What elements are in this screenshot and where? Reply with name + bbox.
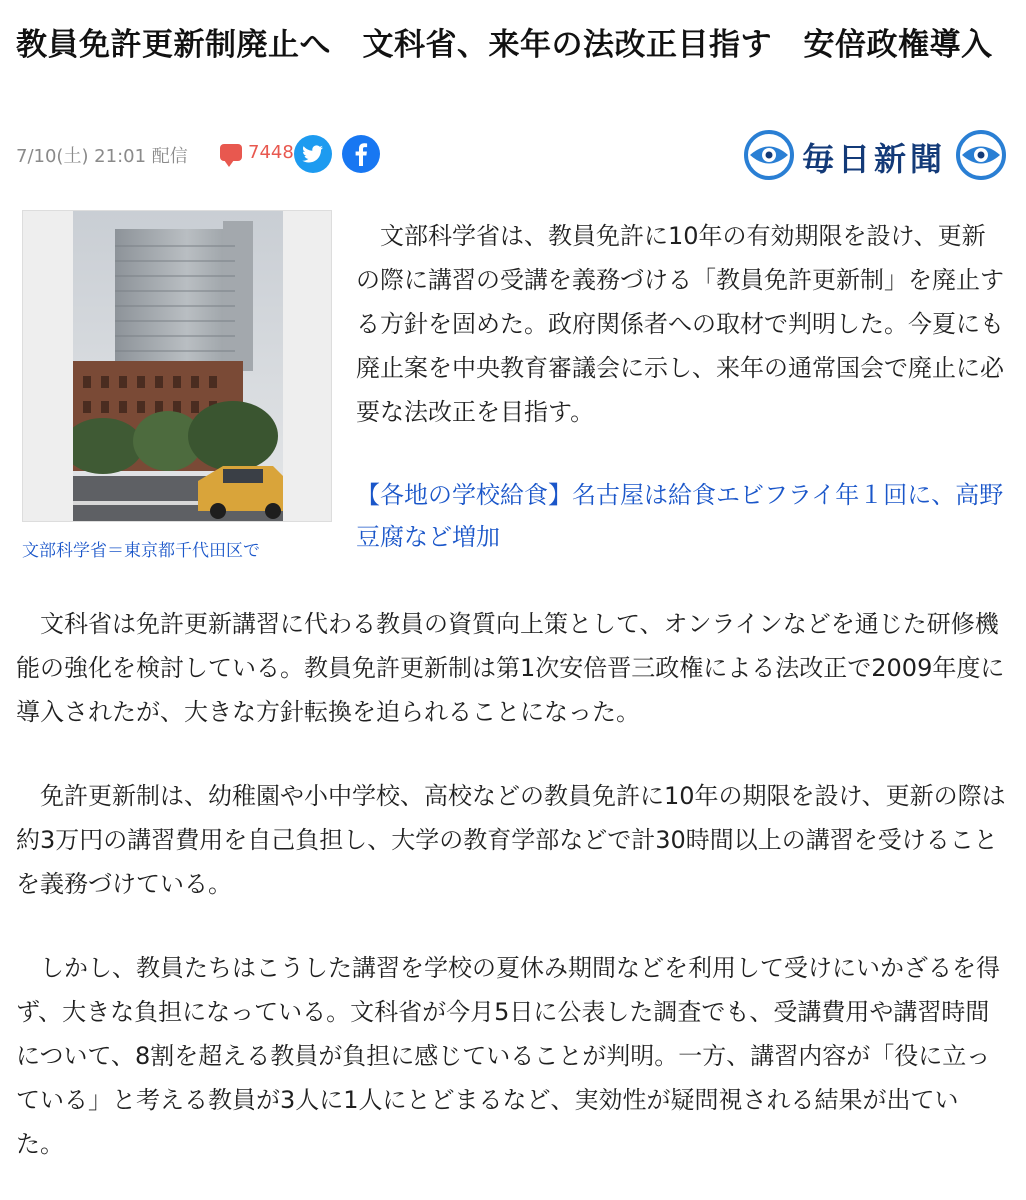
article-paragraph: 免許更新制は、幼稚園や小中学校、高校などの教員免許に10年の期限を設け、更新の際は約3万円の講習費用を自己負担し、大学の教育学部などで計30時間以上の講習を受けることを義務づけている。	[16, 782, 1006, 898]
comment-count: 7448	[248, 142, 294, 163]
article-headline: 教員免許更新制廃止へ 文科省、来年の法改正目指す 安倍政権導入	[16, 27, 993, 63]
related-article-link[interactable]: 【各地の学校給食】名古屋は給食エビフライ年１回に、高野豆腐など増加	[356, 481, 1004, 551]
publish-date: 7/10(土) 21:01 配信	[16, 146, 188, 167]
photo-caption: 文部科学省＝東京都千代田区で	[22, 541, 260, 561]
twitter-icon[interactable]	[294, 135, 332, 173]
article-paragraph: 文科省は免許更新講習に代わる教員の資質向上策として、オンラインなどを通じた研修機能の強化を検討している。教員免許更新制は第1次安倍晋三政権による法改正で2009年度に導入されたが、大きな方針転換を迫られることになった。	[16, 610, 1005, 726]
ministry-building-photo	[73, 211, 283, 521]
article-paragraph: しかし、教員たちはこうした講習を学校の夏休み期間などを利用して受けにいかざるを得ず、大きな負担になっている。文科省が今月5日に公表した調査でも、受講費用や講習時間について、8割を超える教員が負担に感じていることが判明。一方、講習内容が「役に立っている」と考える教員が3人に1人にとどまるなど、実効性が疑問視される結果が出ていた。	[16, 954, 1000, 1158]
source-logo[interactable]	[744, 128, 1006, 182]
comment-icon	[220, 144, 242, 161]
mainichi-emblem-icon	[744, 130, 794, 180]
mainichi-emblem-icon	[956, 130, 1006, 180]
article-lead: 文部科学省は、教員免許に10年の有効期限を設け、更新の際に講習の受講を義務づける「教員免許更新制」を廃止する方針を固めた。政府関係者への取材で判明した。今夏にも廃止案を中央教育審議会に示し、来年の通常国会で廃止に必要な法改正を目指す。	[356, 222, 1004, 426]
facebook-icon[interactable]	[342, 135, 380, 173]
source-name: 毎日新聞	[802, 140, 947, 178]
article-photo[interactable]	[22, 210, 332, 522]
